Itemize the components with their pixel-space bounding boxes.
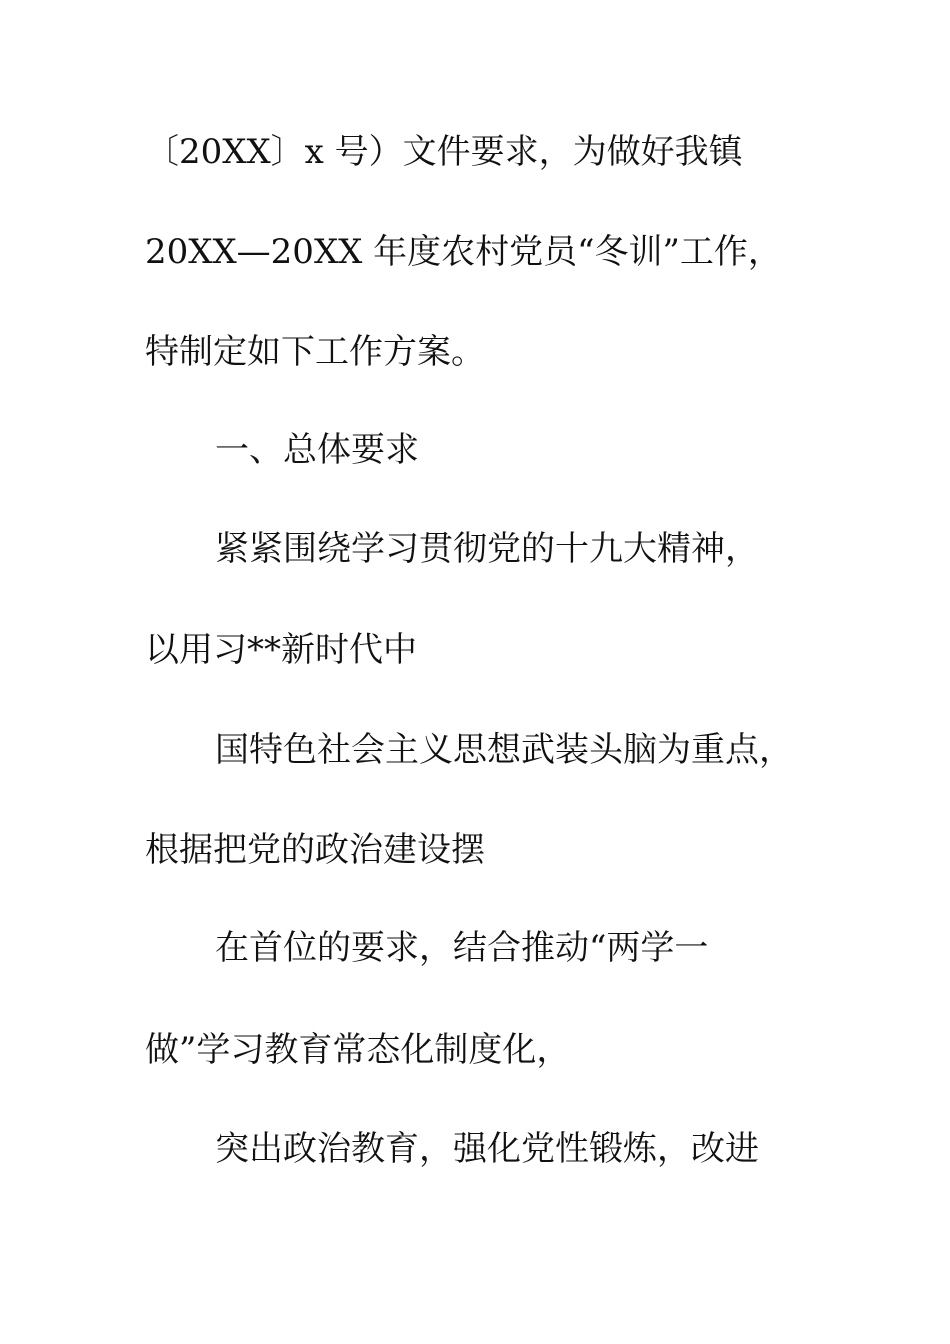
paragraph-line: 特制定如下工作方案。 [145, 332, 485, 372]
paragraph-line: 做”学习教育常态化制度化， [145, 1030, 571, 1070]
paragraph-line: 紧紧围绕学习贯彻党的十九大精神， [215, 529, 759, 569]
paragraph-line: 突出政治教育，强化党性锻炼，改进 [215, 1129, 759, 1169]
paragraph-line: 国特色社会主义思想武装头脑为重点， [215, 730, 793, 770]
paragraph-line: 在首位的要求，结合推动“两学一 [215, 928, 709, 968]
section-heading: 一、总体要求 [215, 430, 419, 470]
paragraph-line: 以用习**新时代中 [145, 630, 417, 670]
paragraph-line: 20XX—20XX 年度农村党员“冬训”工作， [145, 232, 782, 272]
paragraph-line: 根据把党的政治建设摆 [145, 830, 485, 870]
paragraph-line: 〔20XX〕x 号）文件要求，为做好我镇 [145, 132, 743, 172]
